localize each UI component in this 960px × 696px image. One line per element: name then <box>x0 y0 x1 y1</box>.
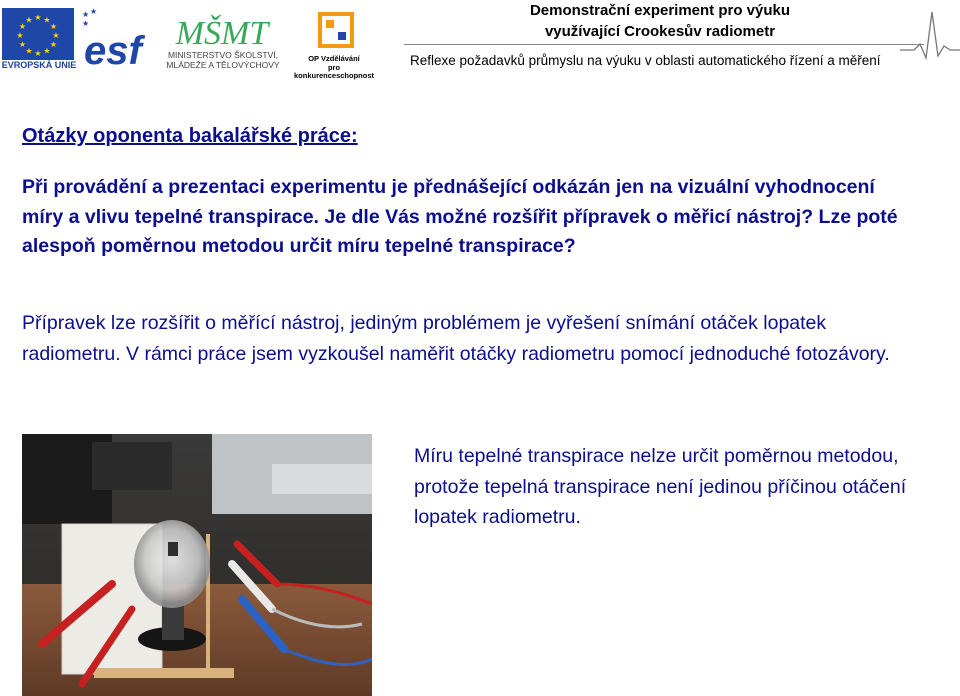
svg-text:★: ★ <box>43 46 51 56</box>
header-subtitle: Reflexe požadavků průmyslu na výuku v oblasti automatického řízení a měření <box>410 53 881 68</box>
svg-text:★: ★ <box>16 31 24 40</box>
svg-text:★: ★ <box>18 40 27 49</box>
page-title: Otázky oponenta bakalářské práce: <box>22 125 358 147</box>
note-text: Míru tepelné transpirace nelze určit poměrnou metodou, protože tepelná transpirace není jedinou příčinou otáčení lopatek radiometru. <box>414 445 907 528</box>
radiometer-photo <box>22 434 372 696</box>
answer-text: Přípravek lze rozšířit o měřící nástroj, jediným problémem je vyřešení snímání otáček lopatek radiometru. V rámci práce jsem vyzkoušel naměřit otáčky radiometru pomocí jednoduché fotozávory. <box>22 312 890 365</box>
svg-text:★: ★ <box>34 13 42 22</box>
svg-text:★: ★ <box>43 15 51 25</box>
svg-text:★: ★ <box>25 46 33 56</box>
eu-caption: EVROPSKÁ UNIE <box>1 60 77 70</box>
msmt-wordmark: MŠMT <box>175 15 269 50</box>
msmt-caption-line1: MINISTERSTVO ŠKOLSTVÍ, <box>167 50 279 60</box>
svg-text:★: ★ <box>25 15 33 25</box>
svg-text:★: ★ <box>82 10 90 19</box>
header-divider <box>404 44 924 45</box>
esf-wordmark: esf <box>84 29 142 70</box>
header-title-line2: využívající Crookesův radiometr <box>544 23 776 40</box>
header-title <box>470 0 850 42</box>
svg-text:★: ★ <box>90 8 98 16</box>
svg-text:★: ★ <box>34 49 42 58</box>
op-caption-line1: OP Vzdělávání <box>308 54 360 63</box>
header-title-line1: Demonstrační experiment pro výuku <box>529 2 791 19</box>
question-text: Při provádění a prezentaci experimentu je přednášející odkázán jen na vizuální vyhodnocení míry a vlivu tepelné transpirace. Je dle Vás možné rozšířit přípravek o měřicí nástroj? Lze poté alespoň poměrnou metodou určit míru tepelné transpirace? <box>22 176 898 257</box>
pulse-wave-icon <box>900 6 960 66</box>
esf-logo <box>80 8 154 70</box>
op-caption-line2: pro konkurenceschopnost <box>293 62 375 80</box>
svg-text:★: ★ <box>49 40 58 49</box>
svg-text:★: ★ <box>49 22 58 31</box>
op-caption <box>288 55 380 81</box>
msmt-caption-line2: MLÁDEŽE A TĚLOVÝCHOVY <box>166 60 280 70</box>
svg-text:★: ★ <box>18 22 27 31</box>
eu-flag-logo <box>2 8 74 60</box>
msmt-caption <box>158 50 288 70</box>
svg-text:★: ★ <box>82 19 90 28</box>
svg-text:★: ★ <box>52 31 60 40</box>
